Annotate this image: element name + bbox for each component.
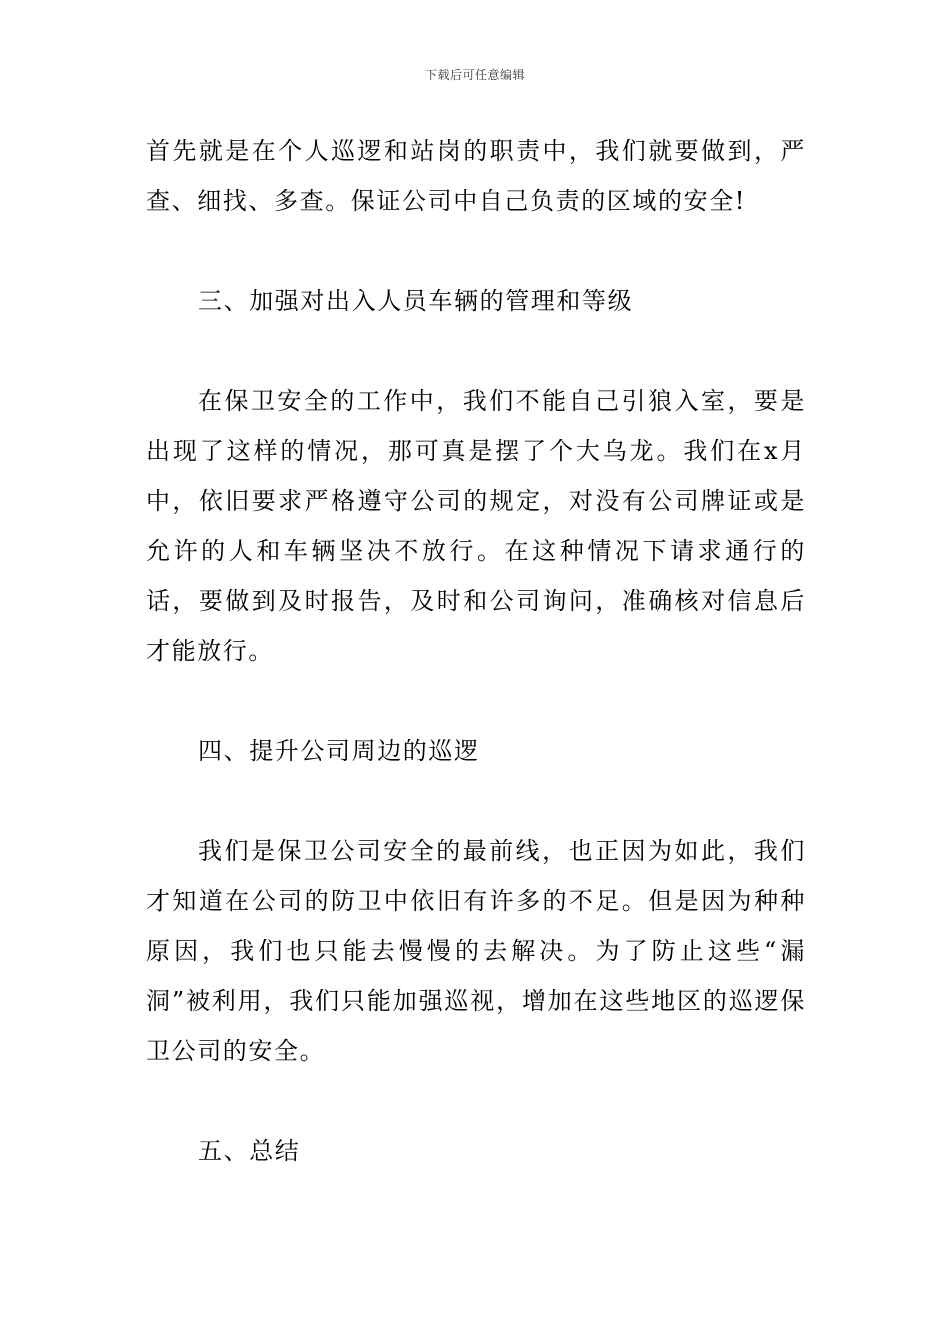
paragraph-continuation: 首先就是在个人巡逻和站岗的职责中，我们就要做到，严查、细找、多查。保证公司中自己负责的区域的安全! [146,137,806,215]
paragraph-patrol: 我们是保卫公司安全的最前线，也正因为如此，我们才知道在公司的防卫中依旧有许多的不足。但是因为种种原因，我们也只能去慢慢的去解决。为了防止这些“漏洞”被利用，我们只能加强巡视，增加在这些地区的巡逻保卫公司的安全。 [146,837,806,1065]
paragraph-gap [146,326,806,376]
section-heading-4: 四、提升公司周边的巡逻 [198,737,480,765]
page-header: 下载后可任意编辑 [424,68,525,82]
document-body [146,126,806,1176]
section-heading-3: 三、加强对出入人员车辆的管理和等级 [198,287,634,315]
paragraph-gap [146,676,806,726]
paragraph-vehicle-management: 在保卫安全的工作中，我们不能自己引狼入室，要是出现了这样的情况，那可真是摆了个大乌龙。我们在x月中，依旧要求严格遵守公司的规定，对没有公司牌证或是允许的人和车辆坚决不放行。在这种情况下请求通行的话，要做到及时报告，及时和公司询问，准确核对信息后才能放行。 [146,387,806,665]
section-heading-5: 五、总结 [198,1137,301,1165]
paragraph-gap [146,226,806,276]
paragraph-gap [146,1076,806,1126]
paragraph-gap [146,776,806,826]
